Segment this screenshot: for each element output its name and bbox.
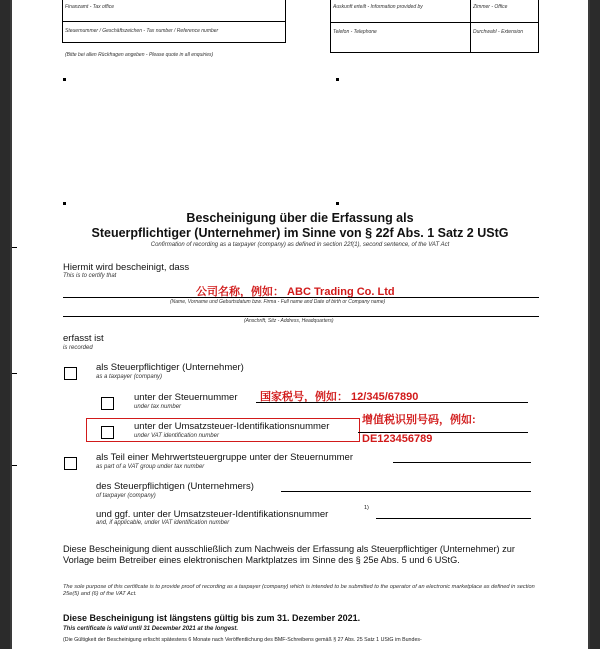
tax-number-ref-label: Steuernummer / Geschäftszeichen - Tax number / Reference number — [65, 28, 219, 34]
margin-tick — [12, 373, 17, 374]
purpose-text-en: The sole purpose of this certificate is to provide proof of recording as a taxpayer (company) which is intended to be submitted to the operator of an electronic marketplace as defined in section 25e(5) and (6) of the VAT Act. — [63, 584, 535, 597]
office-label: Zimmer - Office — [473, 4, 508, 10]
margin-tick — [12, 465, 17, 466]
validity-text: Diese Bescheinigung ist längstens gültig bis zum 31. Dezember 2021. — [63, 613, 361, 623]
enquiries-note: (Bitte bei allen Rückfragen angeben - Please quote in all enquiries) — [65, 52, 214, 58]
scan-left-edge — [0, 0, 10, 649]
certify-label-en: This is to certify that — [63, 273, 117, 279]
company-name-annotation: 公司名称，例如： ABC Trading Co. Ltd — [196, 286, 395, 298]
tax-number-label-en: under tax number — [134, 404, 182, 410]
taxpayer-label: als Steuerpflichtiger (Unternehmer) — [96, 362, 244, 373]
recorded-label-en: is recorded — [63, 345, 93, 351]
validity-footnote: (Die Gültigkeit der Bescheinigung erlischt spätestens 6 Monate nach Veröffentlichung des BMF-Schreibens gemäß § 27 Abs. 25 Satz 1 UStG im Bundes- — [63, 637, 422, 643]
tax-office-divider — [62, 21, 285, 22]
of-taxpayer-label-en: of taxpayer (company) — [96, 493, 156, 499]
taxpayer-checkbox[interactable] — [64, 367, 77, 380]
vat-group-label-en: as part of a VAT group under tax number — [96, 464, 205, 470]
of-taxpayer-line — [281, 491, 531, 492]
document-title-line2: Steuerpflichtiger (Unternehmer) im Sinne von § 22f Abs. 1 Satz 2 UStG — [91, 226, 509, 240]
tax-number-line — [256, 402, 528, 403]
vat-group-label: als Teil einer Mehrwertsteuergruppe unter der Steuernummer — [96, 452, 353, 463]
document-title-line1: Bescheinigung über die Erfassung als — [186, 211, 414, 225]
contact-info-divider — [330, 22, 538, 23]
vat-id-annotation-example: DE123456789 — [362, 433, 433, 445]
of-taxpayer-label: des Steuerpflichtigen (Unternehmers) — [96, 481, 254, 492]
if-applicable-label: und ggf. unter der Umsatzsteuer-Identifikationsnummer — [96, 509, 329, 520]
tax-office-label: Finanzamt - Tax office — [65, 4, 115, 10]
fold-mark — [336, 202, 339, 205]
if-applicable-footnote-mark: 1) — [364, 505, 369, 511]
extension-label: Durchwahl - Extension — [473, 29, 524, 35]
fold-mark — [63, 202, 66, 205]
validity-text-en: This certificate is valid until 31 December 2021 at the longest. — [63, 626, 239, 632]
vat-id-checkbox[interactable] — [101, 426, 114, 439]
taxpayer-label-en: as a taxpayer (company) — [96, 374, 163, 380]
vat-id-annotation-label: 增值税识别号码，例如: — [362, 414, 476, 426]
tax-number-annotation: 国家税号，例如： 12/345/67890 — [260, 391, 419, 403]
fold-mark — [63, 78, 66, 81]
fold-mark — [336, 78, 339, 81]
certify-label: Hiermit wird bescheinigt, dass — [63, 262, 190, 273]
information-provided-label: Auskunft erteilt - Information provided by — [333, 4, 423, 10]
address-caption: (Anschrift, Sitz - Address, Headquarters) — [244, 318, 334, 324]
name-line — [63, 297, 539, 298]
contact-info-vdivider — [470, 0, 471, 52]
vat-id-label-en: under VAT identification number — [134, 433, 219, 439]
name-caption: (Name, Vorname und Geburtsdatum bzw. Firma - Full name and Date of birth or Company name) — [170, 299, 386, 305]
recorded-label: erfasst ist — [63, 333, 104, 344]
vat-group-line — [393, 462, 531, 463]
tax-number-checkbox[interactable] — [101, 397, 114, 410]
address-line — [63, 316, 539, 317]
if-applicable-label-en: and, if applicable, under VAT identification number — [96, 520, 230, 526]
if-applicable-line — [376, 518, 531, 519]
purpose-text: Diese Bescheinigung dient ausschließlich zum Nachweis der Erfassung als Steuerpflichtiger (Unternehmer) zur Vorlage beim Betreiber eines elektronischen Marktplatzes im Sinne des § 25e Abs. 5 und 6 UStG. — [63, 544, 515, 565]
vat-group-checkbox[interactable] — [64, 457, 77, 470]
document-page — [12, 0, 588, 649]
scan-right-edge — [590, 0, 600, 649]
vat-id-label: unter der Umsatzsteuer-Identifikationsnummer — [134, 421, 330, 432]
telephone-label: Telefon - Telephone — [333, 29, 377, 35]
document-subtitle: Confirmation of recording as a taxpayer (company) as defined in section 22f(1), second sentence, of the VAT Act — [150, 242, 450, 248]
tax-number-label: unter der Steuernummer — [134, 392, 238, 403]
